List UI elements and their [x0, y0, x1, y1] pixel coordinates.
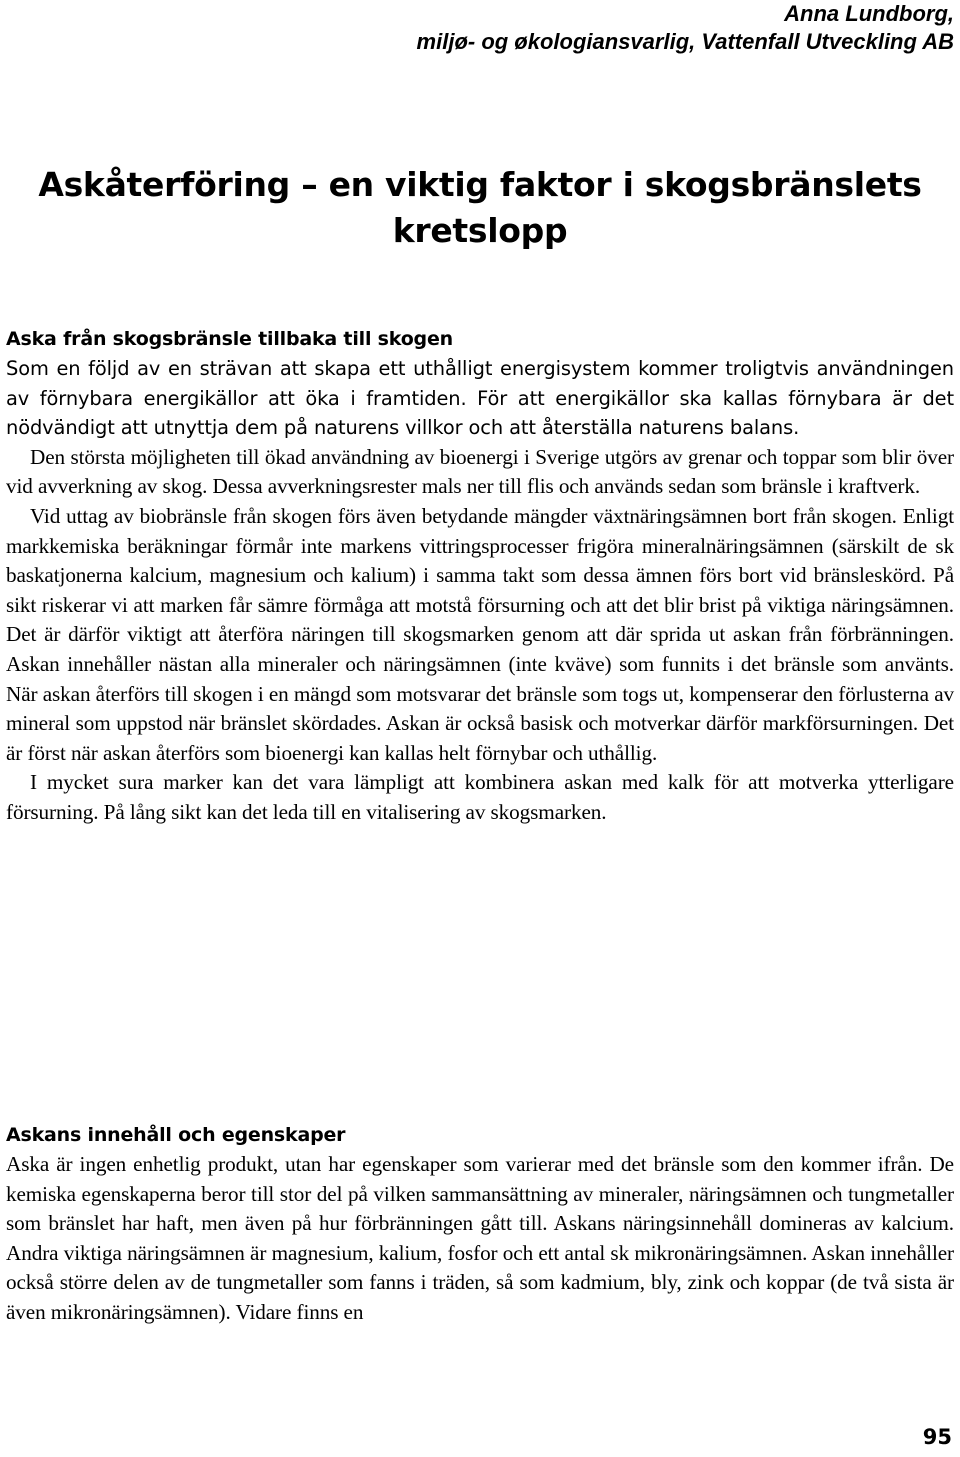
- paragraph: Aska är ingen enhetlig produkt, utan har egenskaper som varierar med det bränsle som den kommer ifrån. De kemiska egenskaperna beror till stor del på vilken sammansättning av mineraler, näringsämnen och tungmetaller som bränslet har haft, men även på hur förbränningen gått till. Askans näringsinnehåll domineras av kalcium. Andra viktiga näringsämnen är magnesium, kalium, fosfor och ett antal sk mikronäringsämnen. Askan innehåller också större delen av de tungmetaller som fanns i träden, så som kadmium, bly, zink och koppar (de två sista är även mikronäringsämnen). Vidare finns en: [6, 1152, 954, 1324]
- section-ash-back-to-forest: [6, 325, 954, 828]
- section-ash-content: [6, 1121, 954, 1328]
- page-number: 95: [922, 1425, 952, 1449]
- paragraph: Som en följd av en strävan att skapa ett uthålligt energisystem kommer troligtvis användningen av förnybara energikällor att öka i framtiden. För att energikällor ska kallas förnybara är det nödvändigt att utnyttja dem på naturens villkor och att återställa naturens balans.: [6, 357, 954, 440]
- author-affiliation: miljø- og økologiansvarlig, Vattenfall Utveckling AB: [416, 29, 954, 54]
- page-title: [0, 162, 960, 254]
- section-heading: Aska från skogsbränsle tillbaka till skogen: [6, 328, 453, 350]
- paragraph: I mycket sura marker kan det vara lämpligt att kombinera askan med kalk för att motverka ytterligare försurning. På lång sikt kan det leda till en vitalisering av skogsmarken.: [6, 770, 954, 824]
- title-line-2: kretslopp: [392, 211, 568, 250]
- paragraph: Den största möjligheten till ökad användning av bioenergi i Sverige utgörs av grenar och toppar som blir över vid avverkning av skog. Dessa avverkningsrester mals ner till flis och används sedan som bränsle i kraftverk.: [6, 444, 954, 499]
- author-block: [417, 0, 954, 56]
- section-heading: Askans innehåll och egenskaper: [6, 1124, 346, 1146]
- title-line-1: Askåterföring – en viktig faktor i skogsbränslets: [38, 165, 922, 204]
- paragraph: Vid uttag av biobränsle från skogen förs även betydande mängder växtnäringsämnen bort från skogen. Enligt markkemiska beräkningar förmår inte markens vittringsprocesser frigöra mineralnäringsämnen (särskilt de sk baskatjonerna kalcium, magnesium och kalium) i samma takt som dessa ämnen förs bort vid bränsleskörd. På sikt riskerar vi att marken får sämre förmåga att motstå försurning och att det blir brist på viktiga näringsämnen. Det är därför viktigt att återföra näringen till skogsmarken genom att där sprida ut askan från förbränningen. Askan innehåller nästan alla mineraler och näringsämnen (inte kväve) som funnits i det bränsle som använts. När askan återförs till skogen i en mängd som motsvarar det bränsle som togs ut, kompenserar den förlusterna av mineral som uppstod när bränslet skördades. Askan är också basisk och motverkar därför markförsurningen. Det är först när askan återförs som bioenergi kan kallas helt förnybar och uthållig.: [6, 503, 954, 765]
- author-name: Anna Lundborg,: [784, 1, 954, 26]
